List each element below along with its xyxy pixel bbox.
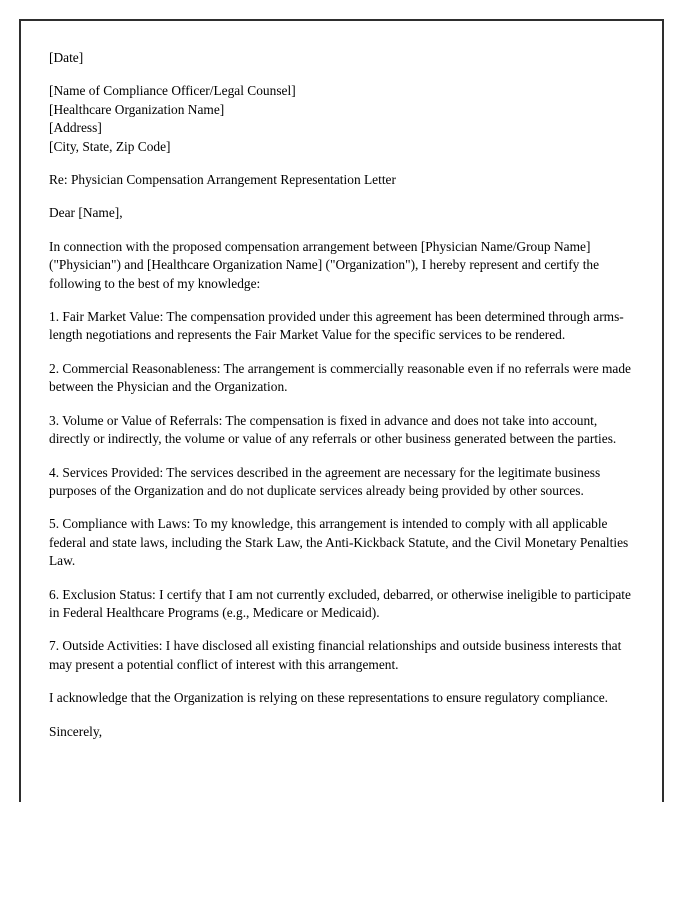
letter-page: [19, 19, 664, 802]
recipient-city-state-zip-line: [City, State, Zip Code]: [49, 138, 171, 154]
salutation-line: Dear [Name],: [49, 205, 123, 221]
acknowledgment-paragraph: I acknowledge that the Organization is relying on these representations to ensure regulatory compliance.: [49, 690, 608, 706]
recipient-organization-line: [Healthcare Organization Name]: [49, 101, 225, 117]
date-line: [Date]: [49, 50, 84, 65]
representation-item-7: 7. Outside Activities: I have disclosed all existing financial relationships and outside business interests that may present a potential conflict of interest with this arrangement.: [49, 638, 622, 672]
intro-paragraph: In connection with the proposed compensation arrangement between [Physician Name/Group Name] ("Physician") and [Healthcare Organization Name] ("Organization"), I hereby represent and certify the following to the best of my knowledge:: [49, 238, 600, 291]
representation-item-3: 3. Volume or Value of Referrals: The compensation is fixed in advance and does not take into account, directly or indirectly, the volume or value of any referrals or other business generated between the parties.: [49, 412, 617, 447]
closing-line: Sincerely,: [49, 723, 103, 739]
subject-line: Re: Physician Compensation Arrangement Representation Letter: [49, 172, 396, 188]
recipient-address-line: [Address]: [49, 120, 102, 136]
representation-item-6: 6. Exclusion Status: I certify that I am not currently excluded, debarred, or otherwise ineligible to participate in Federal Healthcare Programs (e.g., Medicare or Medicaid).: [49, 586, 631, 620]
representation-item-1: 1. Fair Market Value: The compensation provided under this agreement has been determined through arms-length negotiations and represents the Fair Market Value for the specific services to be rendered.: [49, 309, 624, 343]
representation-item-5: 5. Compliance with Laws: To my knowledge, this arrangement is intended to comply with all applicable federal and state laws, including the Stark Law, the Anti-Kickback Statute, and the Civil Monetary Penalties Law.: [49, 516, 629, 569]
representation-item-2: 2. Commercial Reasonableness: The arrangement is commercially reasonable even if no referrals were made between the Physician and the Organization.: [49, 360, 632, 395]
recipient-block: [49, 82, 634, 156]
representation-item-4: 4. Services Provided: The services described in the agreement are necessary for the legitimate business purposes of the Organization and do not duplicate services already being provided by other sources.: [49, 464, 601, 498]
recipient-name-line: [Name of Compliance Officer/Legal Counsel]: [49, 83, 296, 99]
